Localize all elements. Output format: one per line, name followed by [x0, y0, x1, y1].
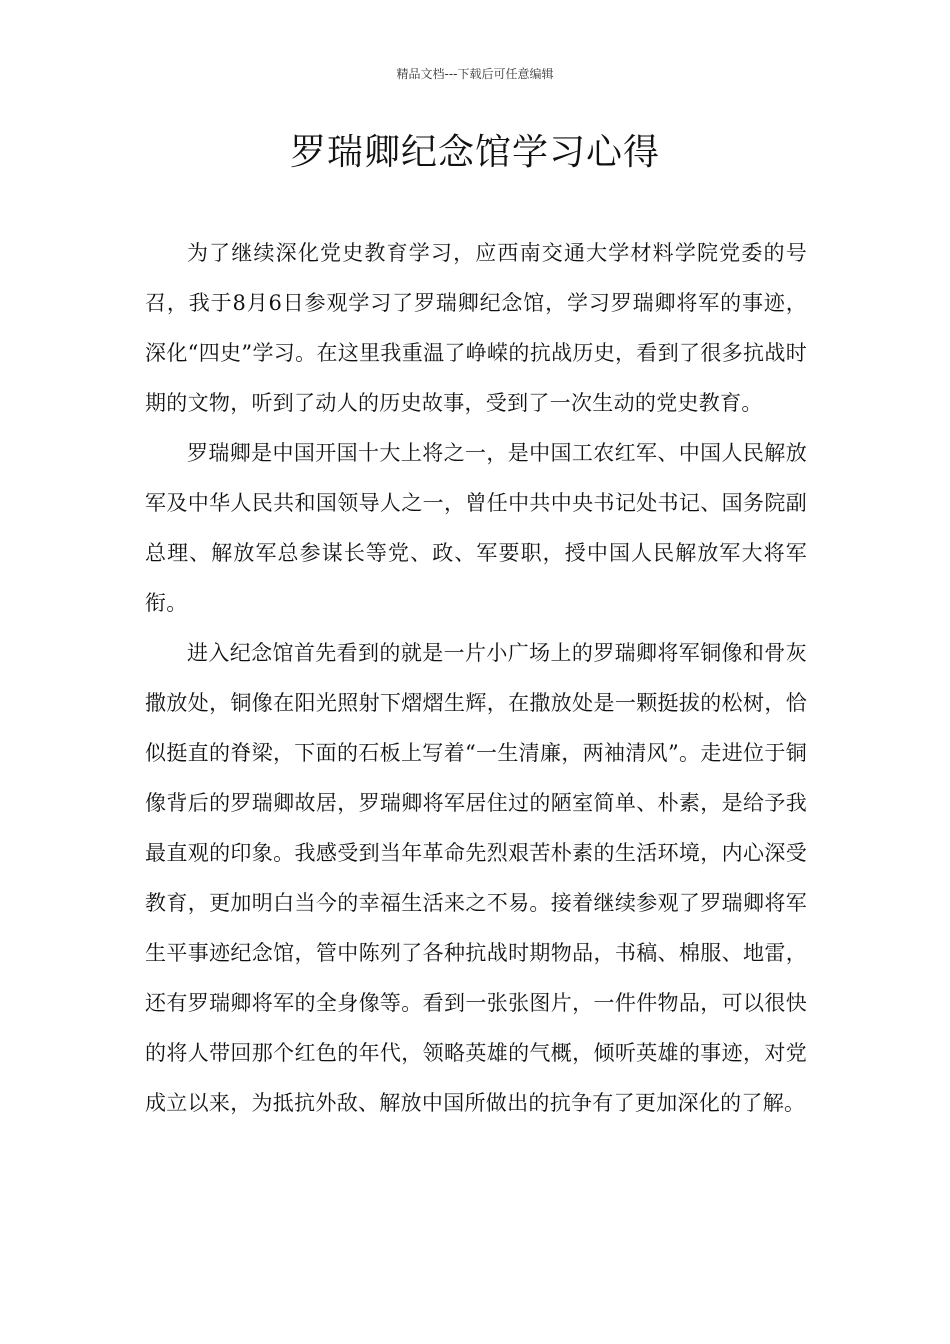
paragraph-intro: 为了继续深化党史教育学习，应西南交通大学材料学院党委的号召，我于8月6日参观学习了罗瑞卿纪念馆，学习罗瑞卿将军的事迹，深化“四史”学习。在这里我重温了峥嵘的抗战历史，看到了很多抗战时期的文物，听到了动人的历史故事，受到了一次生动的党史教育。 — [145, 241, 807, 415]
document-body — [145, 228, 807, 1128]
document-title: 罗瑞卿纪念馆学习心得 — [289, 132, 660, 173]
paragraph-biography: 罗瑞卿是中国开国十大上将之一，是中国工农红军、中国人民解放军及中华人民共和国领导人之一，曾任中共中央书记处书记、国务院副总理、解放军总参谋长等党、政、军要职，授中国人民解放军大将军衔。 — [145, 441, 807, 615]
header-note: 精品文档---下载后可任意编辑 — [396, 67, 554, 81]
paragraph-visit: 进入纪念馆首先看到的就是一片小广场上的罗瑞卿将军铜像和骨灰撒放处，铜像在阳光照射下熠熠生辉，在撒放处是一颗挺拔的松树，恰似挺直的脊梁，下面的石板上写着“一生清廉，两袖清风”。走进位于铜像背后的罗瑞卿故居，罗瑞卿将军居住过的陋室简单、朴素，是给予我最直观的印象。我感受到当年革命先烈艰苦朴素的生活环境，内心深受教育，更加明白当今的幸福生活来之不易。接着继续参观了罗瑞卿将军生平事迹纪念馆，管中陈列了各种抗战时期物品，书稿、棉服、地雷，还有罗瑞卿将军的全身像等。看到一张张图片，一件件物品，可以很快的将人带回那个红色的年代，领略英雄的气概，倾听英雄的事迹，对党成立以来，为抵抗外敌、解放中国所做出的抗争有了更加深化的了解。 — [145, 641, 807, 1115]
